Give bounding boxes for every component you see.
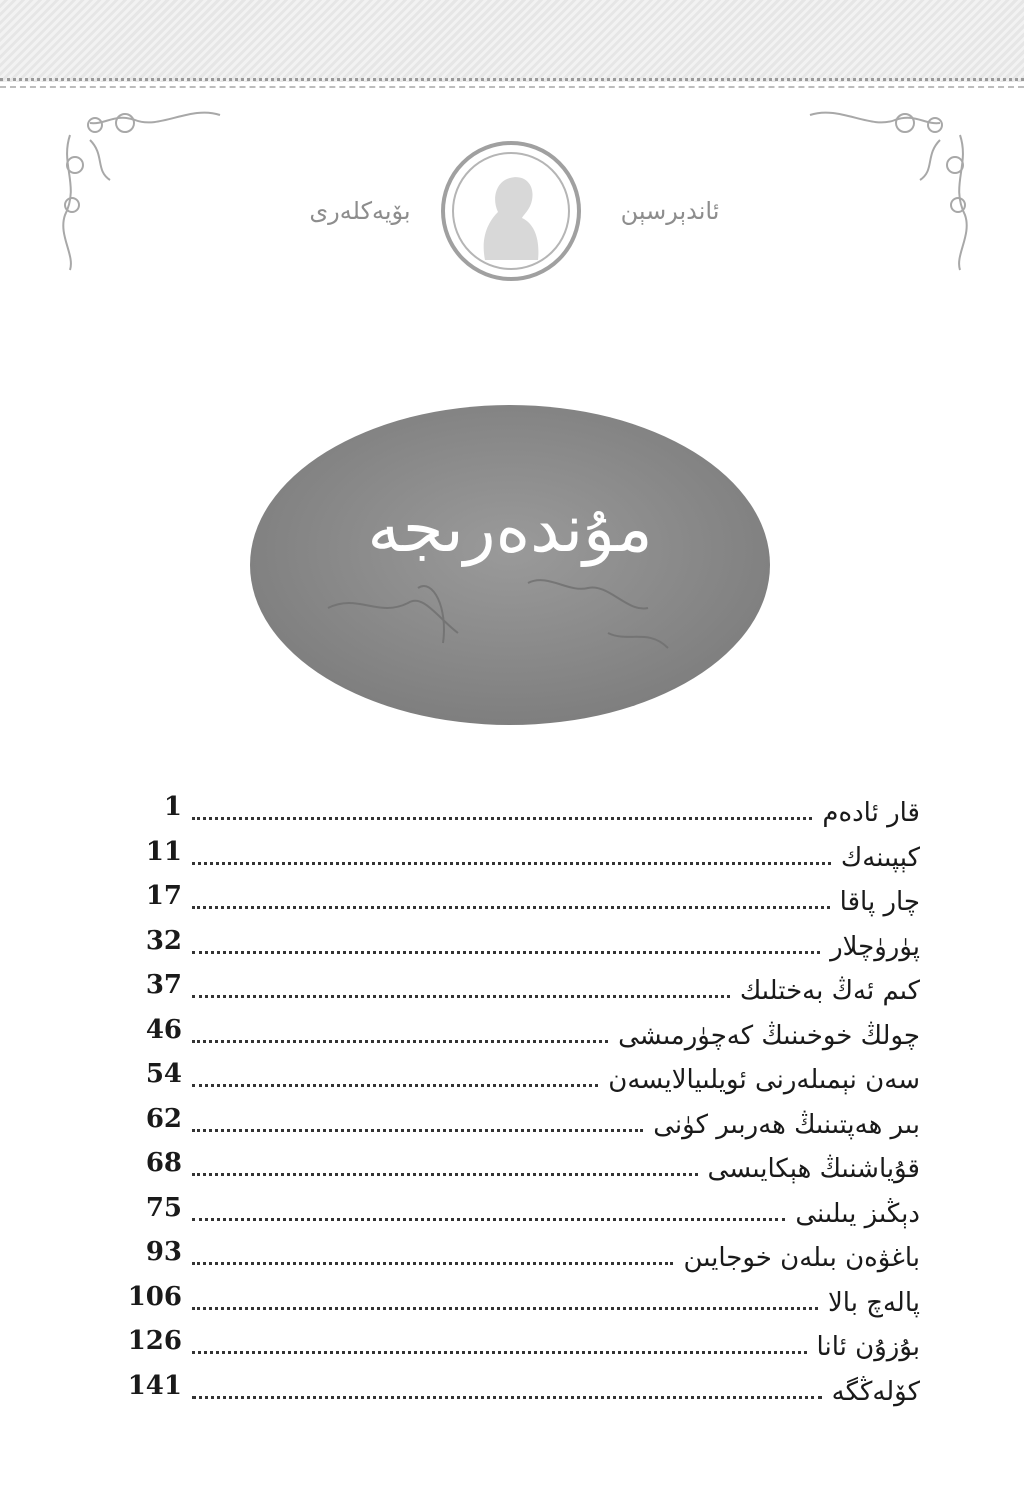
toc-entry-title: بىر ھەپتىنىڭ ھەربىر كۈنى <box>653 1109 920 1140</box>
toc-dot-leader <box>192 1306 818 1310</box>
toc-entry-title: باغۋەن بىلەن خوجايىن <box>683 1243 920 1273</box>
toc-dot-leader <box>192 1350 807 1354</box>
toc-entry-title: كېپىنەك <box>840 842 920 873</box>
toc-row <box>120 1146 920 1191</box>
toc-row <box>120 1369 920 1414</box>
author-portrait-medallion-icon <box>440 140 582 282</box>
toc-entry-title: پالەچ بالا <box>827 1287 920 1318</box>
toc-dot-leader <box>192 861 831 865</box>
toc-dot-leader <box>192 950 820 954</box>
toc-page-number: 11 <box>145 836 182 867</box>
toc-dot-leader <box>192 1172 698 1176</box>
toc-page-number: 46 <box>145 1014 182 1045</box>
toc-entry-title: بۇزۇن ئانا <box>816 1332 920 1362</box>
toc-dot-leader <box>192 1128 643 1132</box>
toc-page-number: 37 <box>145 970 182 1000</box>
toc-page-number: 141 <box>127 1370 182 1401</box>
top-border-line <box>0 78 1024 88</box>
toc-entry-title: چار پاقا <box>839 887 920 917</box>
toc-page-number: 62 <box>145 1103 182 1134</box>
header-left-text: بۆيەكلەرى <box>309 197 411 225</box>
toc-entry-title: قار ئادەم <box>822 798 920 828</box>
toc-dot-leader <box>192 816 812 820</box>
toc-page-number: 1 <box>163 792 182 822</box>
header-right-text: ئاندېرسېن <box>620 197 720 225</box>
toc-dot-leader <box>192 1039 608 1043</box>
toc-entry-title: دېڭىز يىلىنى <box>795 1198 920 1229</box>
toc-page-number: 106 <box>127 1281 182 1312</box>
toc-row <box>120 879 920 924</box>
floral-corner-right-icon <box>800 95 980 275</box>
toc-row <box>120 1013 920 1058</box>
toc-row <box>120 924 920 969</box>
toc-dot-leader <box>192 1083 598 1087</box>
toc-page-number: 75 <box>145 1192 182 1223</box>
toc-page-number: 32 <box>145 925 182 956</box>
toc-dot-leader <box>192 1395 822 1399</box>
toc-dot-leader <box>192 1217 785 1221</box>
toc-row <box>120 1191 920 1236</box>
page-title: مۇندەرىجە <box>367 490 653 567</box>
toc-row <box>120 1235 920 1280</box>
toc-row <box>120 1102 920 1147</box>
toc-entry-title: كىم ئەڭ بەختلىك <box>739 976 920 1006</box>
toc-dot-leader <box>192 905 830 909</box>
toc-row <box>120 790 920 835</box>
top-decorative-band <box>0 0 1024 82</box>
toc-page-number: 17 <box>145 881 182 911</box>
toc-row <box>120 968 920 1013</box>
toc-entry-title: سەن نېمىلەرنى ئويلىيالايسەن <box>608 1065 920 1095</box>
toc-row <box>120 1280 920 1325</box>
toc-entry-title: كۆلەڭگە <box>831 1376 920 1407</box>
toc-row <box>120 1057 920 1102</box>
toc-page-number: 93 <box>145 1237 182 1267</box>
floral-corner-left-icon <box>50 95 230 275</box>
toc-row <box>120 835 920 880</box>
toc-entry-title: قۇياشنىڭ ھېكايىسى <box>707 1154 920 1184</box>
toc-entry-title: پۈرۈچلار <box>830 931 920 962</box>
toc-page-number: 54 <box>145 1059 182 1089</box>
table-of-contents <box>120 790 920 1413</box>
toc-page-number: 126 <box>127 1326 182 1356</box>
toc-dot-leader <box>192 1261 673 1265</box>
toc-entry-title: چولڭ خوخىنىڭ كەچۈرمىشى <box>618 1020 920 1051</box>
toc-dot-leader <box>192 994 730 998</box>
toc-page-number: 68 <box>145 1148 182 1178</box>
toc-row <box>120 1324 920 1369</box>
